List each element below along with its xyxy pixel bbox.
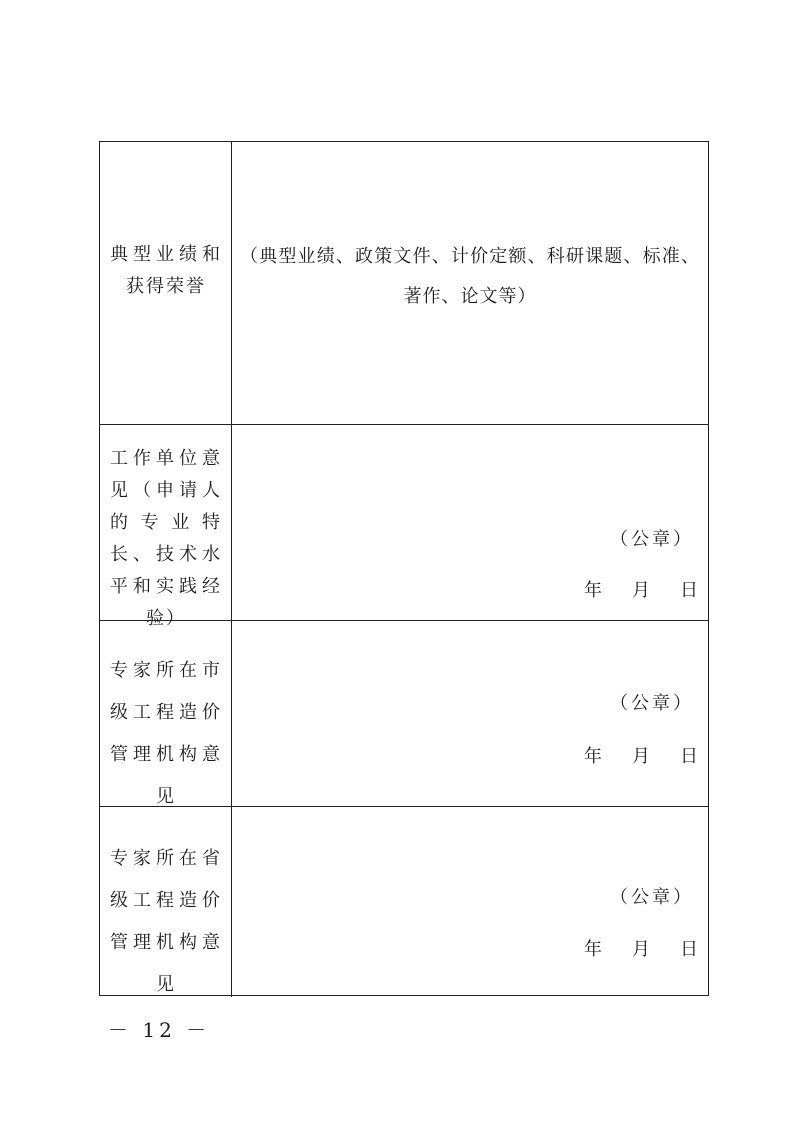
date-day: 日 (680, 746, 698, 767)
row-label-cell (100, 142, 232, 424)
city-agency-opinion-content-cell[interactable] (232, 621, 708, 806)
date-month: 月 (632, 939, 650, 960)
province-agency-opinion-label: 专家所在省级工程造价管理机构意见 (110, 848, 222, 995)
date-line (584, 742, 698, 768)
official-seal-label: （公章） (610, 693, 694, 714)
achievements-label: 典型业绩和获得荣誉 (110, 244, 222, 297)
date-year: 年 (584, 580, 602, 601)
achievements-row (100, 142, 708, 424)
city-agency-opinion-label: 专家所在市级工程造价管理机构意见 (110, 660, 222, 807)
official-seal-label: （公章） (610, 887, 694, 908)
row-label-cell (100, 807, 232, 997)
province-agency-opinion-content-cell[interactable] (232, 807, 708, 997)
employer-opinion-label: 工作单位意见（申请人的专业特长、技术水平和实践经验） (110, 448, 222, 629)
employer-opinion-content-cell[interactable] (232, 425, 708, 620)
date-day: 日 (680, 939, 698, 960)
province-agency-opinion-row (100, 806, 708, 997)
date-line (584, 576, 698, 602)
date-month: 月 (632, 580, 650, 601)
application-form-table (99, 141, 709, 996)
date-line (584, 935, 698, 961)
date-year: 年 (584, 746, 602, 767)
employer-opinion-row (100, 424, 708, 629)
date-day: 日 (680, 580, 698, 601)
city-agency-opinion-row (100, 620, 708, 806)
date-year: 年 (584, 939, 602, 960)
row-label-cell (100, 621, 232, 806)
official-seal-label: （公章） (610, 529, 694, 550)
page-number: － 12 － (108, 1018, 211, 1042)
achievements-content-cell[interactable] (232, 142, 708, 424)
achievements-hint: （典型业绩、政策文件、计价定额、科研课题、标准、著作、论文等） (240, 246, 700, 307)
date-month: 月 (632, 746, 650, 767)
row-label-cell (100, 425, 232, 629)
